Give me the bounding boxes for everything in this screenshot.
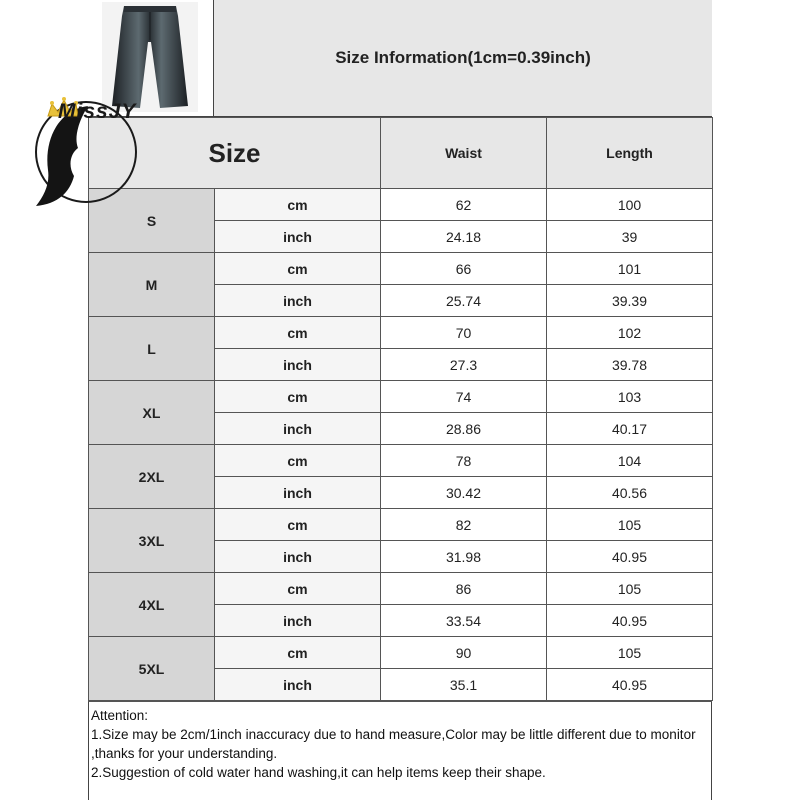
attention-note-2: 2.Suggestion of cold water hand washing,it can help items keep their shape. bbox=[91, 765, 546, 780]
length-value: 103 bbox=[547, 381, 713, 413]
length-value: 104 bbox=[547, 445, 713, 477]
unit-label: cm bbox=[215, 637, 381, 669]
attention-heading: Attention: bbox=[91, 708, 149, 723]
waist-value: 30.42 bbox=[381, 477, 547, 509]
attention-notes bbox=[88, 701, 712, 800]
length-value: 105 bbox=[547, 573, 713, 605]
length-value: 105 bbox=[547, 509, 713, 541]
waist-value: 66 bbox=[381, 253, 547, 285]
size-label: 3XL bbox=[89, 509, 215, 573]
size-label: XL bbox=[89, 381, 215, 445]
unit-label: inch bbox=[215, 221, 381, 253]
unit-label: cm bbox=[215, 381, 381, 413]
unit-label: cm bbox=[215, 445, 381, 477]
waist-value: 35.1 bbox=[381, 669, 547, 701]
size-label: 2XL bbox=[89, 445, 215, 509]
length-column-header: Length bbox=[547, 118, 713, 189]
size-label: L bbox=[89, 317, 215, 381]
waist-value: 78 bbox=[381, 445, 547, 477]
unit-label: cm bbox=[215, 573, 381, 605]
attention-note-1: 1.Size may be 2cm/1inch inaccuracy due to hand measure,Color may be little different due to monitor ,thanks for your understanding. bbox=[91, 727, 696, 761]
unit-label: inch bbox=[215, 605, 381, 637]
unit-label: inch bbox=[215, 413, 381, 445]
table-row bbox=[89, 509, 713, 541]
unit-label: inch bbox=[215, 541, 381, 573]
unit-label: inch bbox=[215, 285, 381, 317]
table-row bbox=[89, 637, 713, 669]
length-value: 40.95 bbox=[547, 605, 713, 637]
page-title: Size Information(1cm=0.39inch) bbox=[214, 0, 712, 116]
size-label: 4XL bbox=[89, 573, 215, 637]
brand-logo-text: MissJY bbox=[58, 100, 137, 123]
waist-value: 27.3 bbox=[381, 349, 547, 381]
size-label: M bbox=[89, 253, 215, 317]
table-row bbox=[89, 317, 713, 349]
waist-value: 24.18 bbox=[381, 221, 547, 253]
table-row bbox=[89, 445, 713, 477]
waist-value: 90 bbox=[381, 637, 547, 669]
table-row bbox=[89, 253, 713, 285]
waist-value: 25.74 bbox=[381, 285, 547, 317]
unit-label: cm bbox=[215, 189, 381, 221]
length-value: 100 bbox=[547, 189, 713, 221]
length-value: 102 bbox=[547, 317, 713, 349]
length-value: 40.95 bbox=[547, 669, 713, 701]
unit-label: cm bbox=[215, 317, 381, 349]
waist-value: 31.98 bbox=[381, 541, 547, 573]
waist-value: 28.86 bbox=[381, 413, 547, 445]
length-value: 40.17 bbox=[547, 413, 713, 445]
size-label: S bbox=[89, 189, 215, 253]
unit-label: cm bbox=[215, 509, 381, 541]
unit-label: cm bbox=[215, 253, 381, 285]
unit-label: inch bbox=[215, 477, 381, 509]
length-value: 101 bbox=[547, 253, 713, 285]
unit-label: inch bbox=[215, 669, 381, 701]
unit-label: inch bbox=[215, 349, 381, 381]
waist-value: 82 bbox=[381, 509, 547, 541]
length-value: 40.56 bbox=[547, 477, 713, 509]
table-row bbox=[89, 381, 713, 413]
size-label: 5XL bbox=[89, 637, 215, 701]
waist-value: 70 bbox=[381, 317, 547, 349]
waist-value: 86 bbox=[381, 573, 547, 605]
size-column-header: Size bbox=[89, 118, 381, 189]
waist-value: 62 bbox=[381, 189, 547, 221]
length-value: 40.95 bbox=[547, 541, 713, 573]
waist-value: 33.54 bbox=[381, 605, 547, 637]
table-row bbox=[89, 573, 713, 605]
waist-value: 74 bbox=[381, 381, 547, 413]
length-value: 39.78 bbox=[547, 349, 713, 381]
length-value: 39.39 bbox=[547, 285, 713, 317]
waist-column-header: Waist bbox=[381, 118, 547, 189]
length-value: 39 bbox=[547, 221, 713, 253]
length-value: 105 bbox=[547, 637, 713, 669]
